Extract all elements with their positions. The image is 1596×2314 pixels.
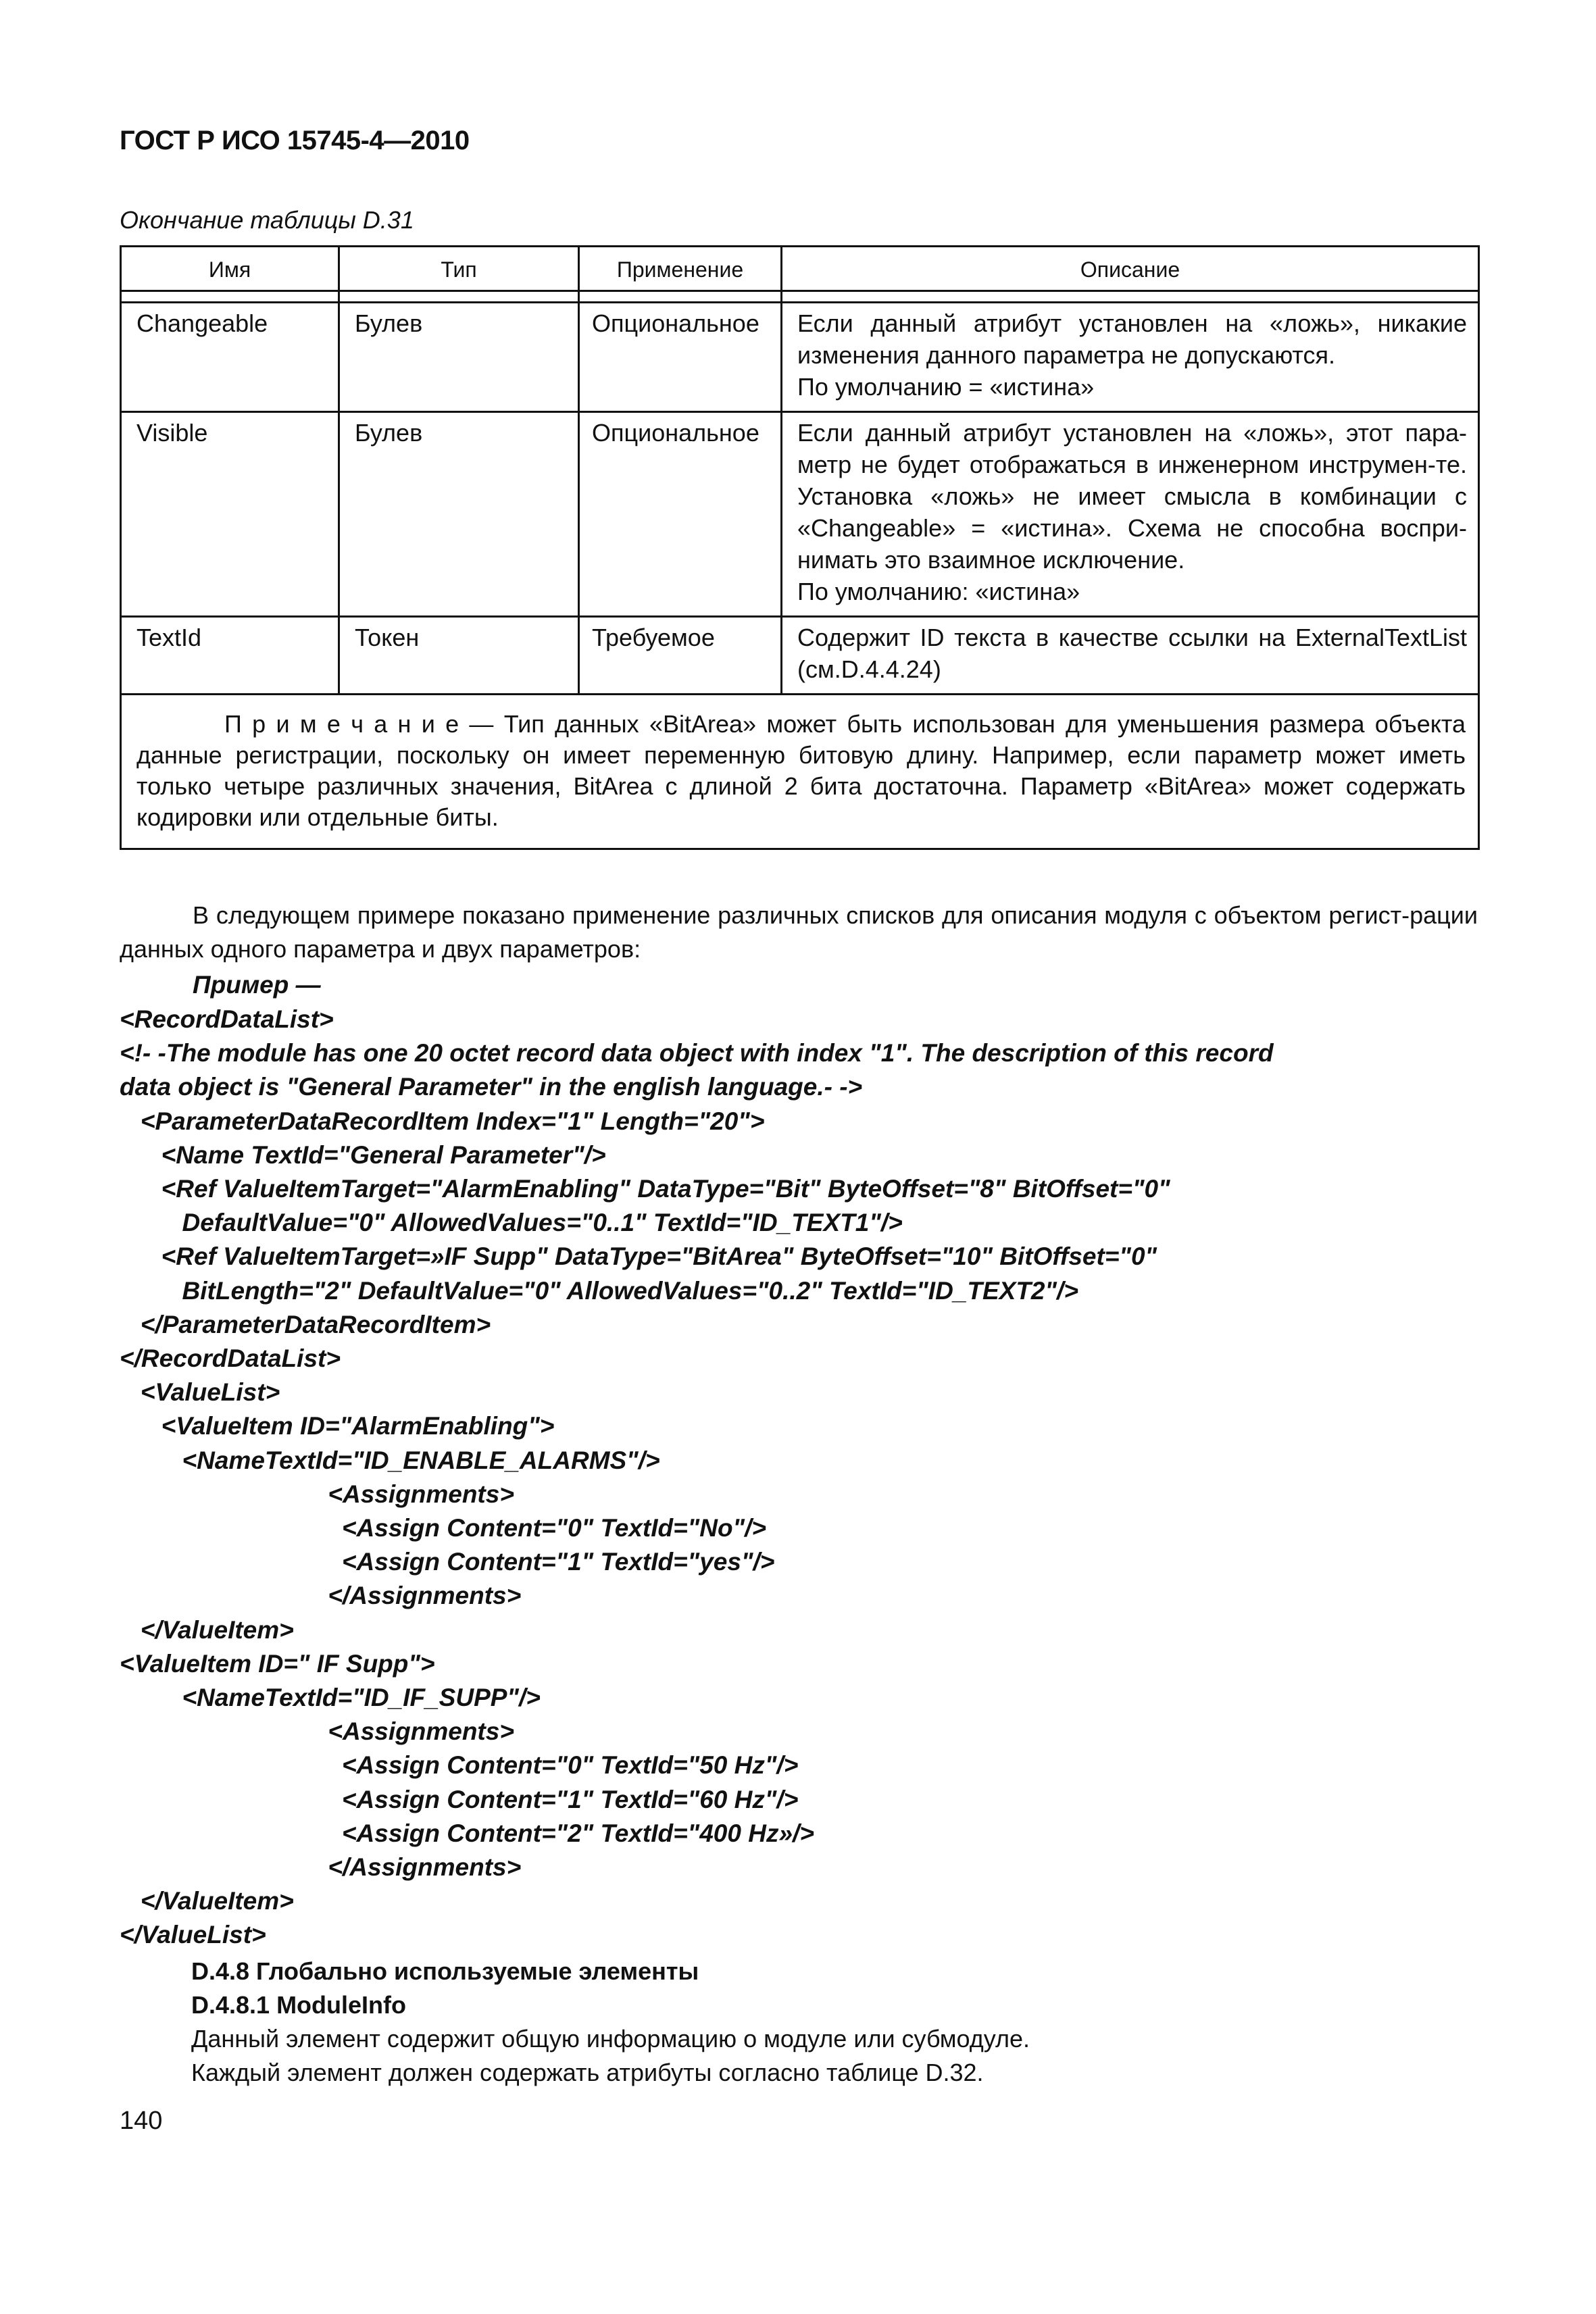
- cell-description: [782, 303, 1479, 412]
- cell-usage: Опциональное: [579, 303, 782, 412]
- cell-description: [782, 412, 1479, 617]
- intro-paragraph: В следующем примере показано применение различных списков для описания модуля с объектом регист-рации данных одного параметра и двух параметров:: [120, 901, 1478, 963]
- code-line: </Assignments>: [120, 1853, 522, 1882]
- table-header-row: [121, 247, 1479, 291]
- code-line: data object is "General Parameter" in the english language.- ->: [120, 1073, 863, 1101]
- table-caption: Окончание таблицы D.31: [120, 206, 414, 234]
- section-text: Каждый элемент должен содержать атрибуты согласно таблице D.32.: [191, 2059, 984, 2086]
- cell-name: Changeable: [121, 303, 339, 412]
- code-line: </ValueList>: [120, 1921, 266, 1949]
- section-heading: D.4.8 Глобально используемые элементы: [191, 1957, 699, 1985]
- code-line: </ValueItem>: [120, 1615, 294, 1644]
- code-line: <ParameterDataRecordItem Index="1" Length="20">: [120, 1107, 765, 1135]
- document-header: ГОСТ Р ИСО 15745-4—2010: [120, 126, 470, 155]
- table-row: [121, 303, 1479, 412]
- cell-usage: Опциональное: [579, 412, 782, 617]
- code-line: <Ref ValueItemTarget="AlarmEnabling" DataType="Bit" ByteOffset="8" BitOffset="0": [120, 1175, 1170, 1203]
- code-line: </Assignments>: [120, 1582, 522, 1610]
- column-header-usage: Применение: [579, 247, 782, 291]
- code-line: <Ref ValueItemTarget=»IF Supp" DataType="BitArea" ByteOffset="10" BitOffset="0": [120, 1242, 1157, 1271]
- description-default: По умолчанию = «истина»: [797, 373, 1095, 401]
- table-note: П р и м е ч а н и е — Тип данных «BitArea» может быть использован для уменьшения размера объекта данные регистрации, поскольку он имеет переменную битовую длину. Например, если параметр может иметь только четыре различных значения, BitArea с длиной 2 бита достаточна. Параметр «BitArea» может содержать кодировки или отдельные биты.: [121, 695, 1479, 849]
- cell-name: Visible: [121, 412, 339, 617]
- cell-type: Булев: [339, 412, 579, 617]
- code-line: <NameTextId="ID_ENABLE_ALARMS"/>: [120, 1446, 660, 1474]
- table-note-row: [121, 695, 1479, 849]
- code-line: <Assignments>: [120, 1480, 514, 1508]
- cell-type: Булев: [339, 303, 579, 412]
- cell-type: Токен: [339, 617, 579, 695]
- code-line: <Assign Content="1" TextId="60 Hz"/>: [120, 1785, 799, 1813]
- code-line: <ValueItem ID=" IF Supp">: [120, 1649, 435, 1678]
- column-header-description: Описание: [782, 247, 1479, 291]
- xml-example-code: [120, 1003, 1498, 1953]
- cell-name: TextId: [121, 617, 339, 695]
- code-line: <!- -The module has one 20 octet record data object with index "1". The description of this record: [120, 1039, 1274, 1067]
- column-header-type: Тип: [339, 247, 579, 291]
- column-header-name: Имя: [121, 247, 339, 291]
- table-row: [121, 617, 1479, 695]
- page-number: 140: [120, 2107, 163, 2135]
- code-line: <RecordDataList>: [120, 1005, 334, 1033]
- code-line: DefaultValue="0" AllowedValues="0..1" TextId="ID_TEXT1"/>: [120, 1209, 903, 1237]
- code-line: <ValueList>: [120, 1378, 280, 1407]
- subsection-heading: D.4.8.1 ModuleInfo: [191, 1991, 407, 2019]
- code-line: <ValueItem ID="AlarmEnabling">: [120, 1412, 555, 1440]
- description-text: Если данный атрибут установлен на «ложь», этот пара-метр не будет отображаться в инженерном инструмен-те. Установка «ложь» не имеет смысла в комбинации с «Changeable» = «истина». Схема не способна воспри-нимать это взаимное исключение.: [797, 419, 1467, 574]
- example-label: Пример —: [193, 971, 321, 999]
- code-line: <Assign Content="0" TextId="No"/>: [120, 1514, 766, 1542]
- description-default: По умолчанию: «истина»: [797, 578, 1080, 605]
- cell-description: [782, 617, 1479, 695]
- section-text: Данный элемент содержит общую информацию о модуле или субмодуле.: [191, 2025, 1030, 2053]
- attributes-table: [120, 245, 1480, 850]
- code-line: BitLength="2" DefaultValue="0" AllowedValues="0..2" TextId="ID_TEXT2"/>: [120, 1276, 1078, 1305]
- code-line: <NameTextId="ID_IF_SUPP"/>: [120, 1684, 541, 1712]
- cell-usage: Требуемое: [579, 617, 782, 695]
- code-line: </ParameterDataRecordItem>: [120, 1310, 491, 1338]
- code-line: <Assign Content="2" TextId="400 Hz»/>: [120, 1819, 814, 1847]
- header-separator: [121, 291, 1479, 303]
- description-text: Содержит ID текста в качестве ссылки на ExternalTextList (см.D.4.4.24): [797, 624, 1467, 683]
- code-line: </RecordDataList>: [120, 1344, 341, 1373]
- code-line: <Assign Content="1" TextId="yes"/>: [120, 1548, 775, 1576]
- code-line: <Assignments>: [120, 1717, 514, 1746]
- code-line: <Name TextId="General Parameter"/>: [120, 1140, 606, 1169]
- section-block: [191, 1955, 1030, 2090]
- table-row: [121, 412, 1479, 617]
- description-text: Если данный атрибут установлен на «ложь», никакие изменения данного параметра не допускаются.: [797, 309, 1467, 369]
- intro-section: [120, 899, 1478, 966]
- code-line: </ValueItem>: [120, 1887, 294, 1915]
- code-line: <Assign Content="0" TextId="50 Hz"/>: [120, 1751, 799, 1780]
